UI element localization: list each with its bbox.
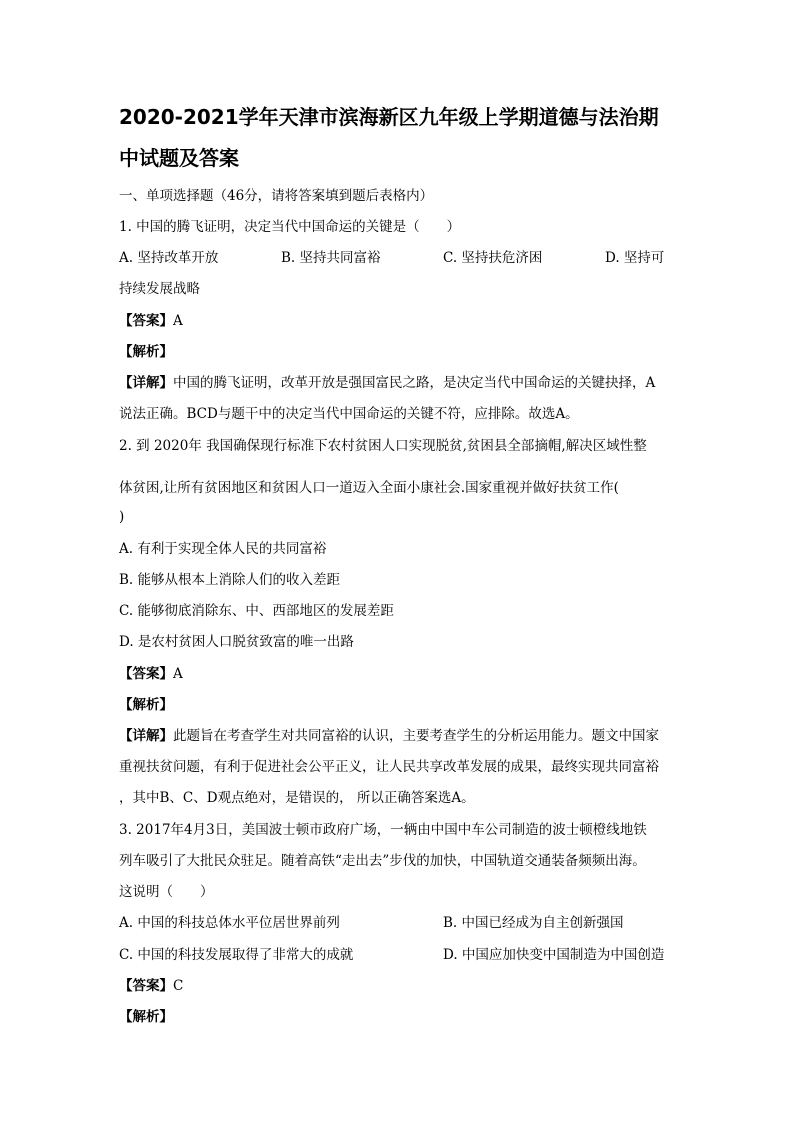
q2-answer-value: A xyxy=(173,666,183,682)
q2-option-c: C. 能够彻底消除东、中、西部地区的发展差距 xyxy=(119,603,394,619)
q2-option-d: D. 是农村贫困人口脱贫致富的唯一出路 xyxy=(119,634,354,650)
q1-detail-row-2: 说法正确。BCD与题干中的决定当代中国命运的关键不符，应排除。故选A。 xyxy=(119,406,579,422)
q2-answer-label: 【答案】 xyxy=(119,666,173,682)
q3-stem-line-2: 列车吸引了大批民众驻足。随着高铁“走出去”步伐的加快，中国轨道交通装备频频出海。 xyxy=(119,853,646,869)
q3-option-a: A. 中国的科技总体水平位居世界前列 xyxy=(119,915,340,931)
q2-analysis-label: 【解析】 xyxy=(119,697,173,713)
q2-stem-line-2: 体贫困,让所有贫困地区和贫困人口一道迈入全面小康社会.国家重视并做好扶贫工作( xyxy=(119,480,619,496)
q1-option-d: D. 坚持可 xyxy=(605,250,665,266)
q1-detail-label: 【详解】 xyxy=(119,375,173,391)
q1-detail-row-1 xyxy=(119,374,679,392)
q2-detail-label: 【详解】 xyxy=(119,728,173,744)
q3-analysis-label: 【解析】 xyxy=(119,1009,173,1025)
q2-answer-row xyxy=(119,665,679,683)
q2-detail-row-1 xyxy=(119,727,679,745)
q1-detail-text-1: 中国的腾飞证明，改革开放是强国富民之路，是决定当代中国命运的关键抉择，A xyxy=(173,375,656,391)
section-heading: 一、单项选择题（46分，请将答案填到题后表格内） xyxy=(119,188,434,204)
q3-stem-line-3: 这说明（ ） xyxy=(119,884,214,900)
q3-option-b: B. 中国已经成为自主创新强国 xyxy=(443,915,624,931)
document-title-line-2: 中试题及答案 xyxy=(119,146,239,170)
q3-answer-value: C xyxy=(173,978,184,994)
q2-detail-row-3: ，其中B、C、D观点绝对，是错误的， 所以正确答案选A。 xyxy=(119,790,475,806)
q1-answer-value: A xyxy=(173,313,183,329)
q1-answer-row xyxy=(119,312,679,330)
q3-answer-row xyxy=(119,977,679,995)
document-title-line-1: 2020-2021学年天津市滨海新区九年级上学期道德与法治期 xyxy=(119,105,659,129)
q3-answer-label: 【答案】 xyxy=(119,978,173,994)
q1-answer-label: 【答案】 xyxy=(119,313,173,329)
q3-analysis-row xyxy=(119,1008,679,1026)
q1-analysis-label: 【解析】 xyxy=(119,344,173,360)
q1-option-a: A. 坚持改革开放 xyxy=(119,250,219,266)
q2-stem-line-1: 2. 到 2020年 我国确保现行标准下农村贫困人口实现脱贫,贫困县全部摘帽,解决区域性整 xyxy=(119,438,647,454)
q2-option-a: A. 有利于实现全体人民的共同富裕 xyxy=(119,541,327,557)
q1-analysis-row xyxy=(119,343,679,361)
q2-detail-row-2: 重视扶贫问题，有利于促进社会公平正义，让人民共享改革发展的成果，最终实现共同富裕 xyxy=(119,759,659,775)
q3-option-d: D. 中国应加快变中国制造为中国创造 xyxy=(443,947,665,963)
q2-option-b: B. 能够从根本上消除人们的收入差距 xyxy=(119,572,341,588)
q1-option-c: C. 坚持扶危济困 xyxy=(443,250,543,266)
q2-analysis-row xyxy=(119,696,679,714)
q2-detail-text-1: 此题旨在考查学生对共同富裕的认识，主要考查学生的分析运用能力。题文中国家 xyxy=(173,728,659,744)
q3-option-c: C. 中国的科技发展取得了非常大的成就 xyxy=(119,947,354,963)
q1-option-b: B. 坚持共同富裕 xyxy=(281,250,381,266)
q3-stem-line-1: 3. 2017年4月3日，美国波士顿市政府广场，一辆由中国中车公司制造的波士顿橙线地铁 xyxy=(119,822,647,838)
q1-stem: 1. 中国的腾飞证明，决定当代中国命运的关键是（ ） xyxy=(119,219,461,235)
q2-stem-line-3: ) xyxy=(119,509,125,525)
q1-option-d-continued: 持续发展战略 xyxy=(119,281,200,297)
